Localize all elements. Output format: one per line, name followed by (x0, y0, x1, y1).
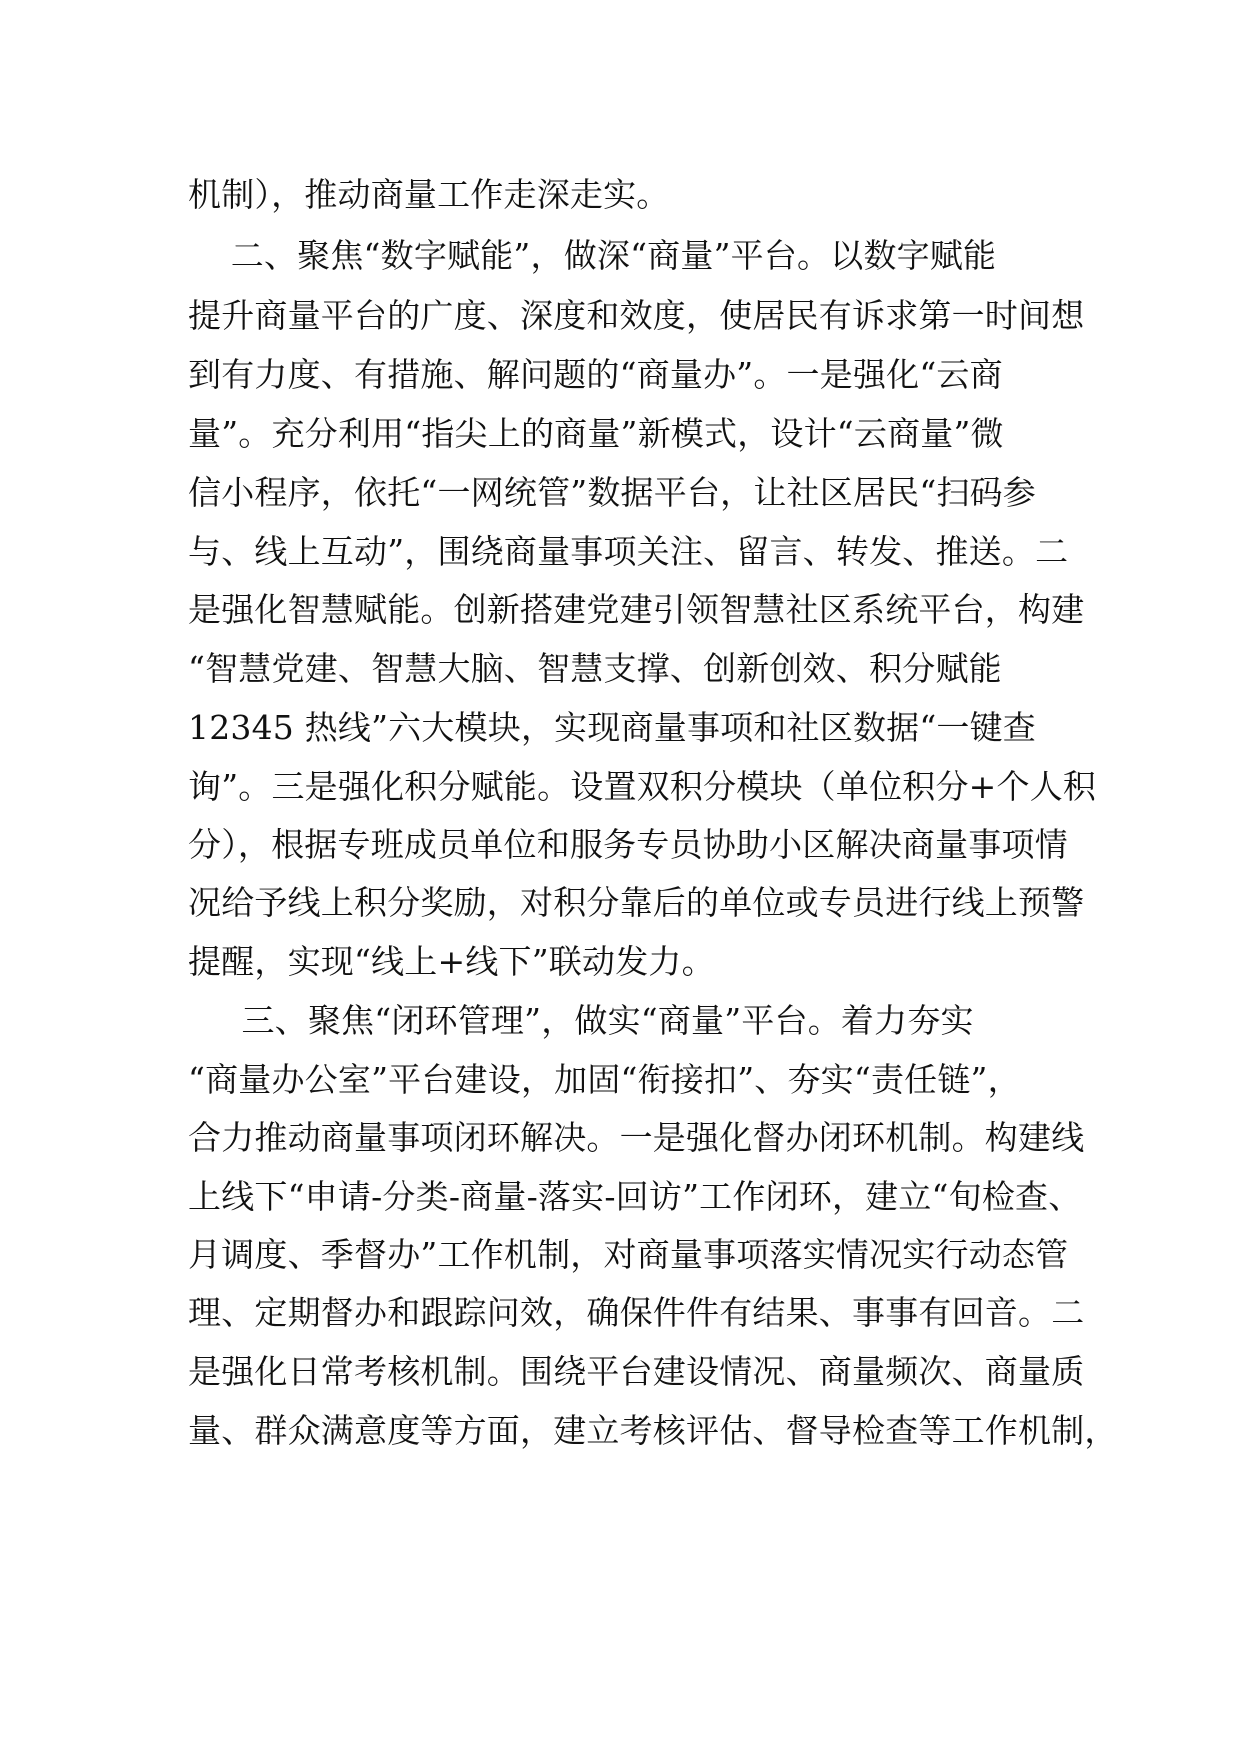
text-line: “智慧党建、智慧大脑、智慧支撑、创新创效、积分赋能 (188, 649, 1002, 688)
text-line: 合力推动商量事项闭环解决。一是强化督办闭环机制。构建线 (188, 1118, 1085, 1157)
text-line: 是强化日常考核机制。围绕平台建设情况、商量频次、商量质 (188, 1352, 1085, 1391)
text-line: 提醒，实现“线上+线下”联动发力。 (188, 942, 715, 981)
text-line: 是强化智慧赋能。创新搭建党建引领智慧社区系统平台，构建 (188, 590, 1085, 629)
text-line: 询”。三是强化积分赋能。设置双积分模块（单位积分+个人积 (188, 767, 1097, 806)
text-line: 况给予线上积分奖励，对积分靠后的单位或专员进行线上预警 (188, 883, 1085, 922)
text-line: 量、群众满意度等方面，建立考核评估、督导检查等工作机制， (188, 1411, 1118, 1450)
text-line: 理、定期督办和跟踪问效，确保件件有结果、事事有回音。二 (188, 1293, 1085, 1332)
text-line: “商量办公室”平台建设，加固“衔接扣”、夯实“责任链”， (188, 1060, 1021, 1099)
text-line: 到有力度、有措施、解问题的“商量办”。一是强化“云商 (188, 355, 1003, 394)
text-line: 上线下“申请-分类-商量-落实-回访”工作闭环，建立“旬检查、 (188, 1177, 1082, 1216)
paragraph-heading-line: 三、聚焦“闭环管理”，做实“商量”平台。着力夯实 (188, 1001, 974, 1040)
text-line: 12345 热线”六大模块，实现商量事项和社区数据“一键查 (188, 708, 1037, 747)
paragraph-heading-line: 二、聚焦“数字赋能”，做深“商量”平台。以数字赋能 (188, 236, 997, 275)
text-line: 与、线上互动”，围绕商量事项关注、留言、转发、推送。二 (188, 532, 1069, 571)
text-line: 分），根据专班成员单位和服务专员协助小区解决商量事项情 (188, 825, 1068, 864)
text-line: 信小程序，依托“一网统管”数据平台，让社区居民“扫码参 (188, 473, 1037, 512)
text-line: 量”。充分利用“指尖上的商量”新模式，设计“云商量”微 (188, 414, 1004, 453)
text-line: 机制），推动商量工作走深走实。 (188, 175, 670, 214)
text-line: 月调度、季督办”工作机制，对商量事项落实情况实行动态管 (188, 1235, 1069, 1274)
text-line: 提升商量平台的广度、深度和效度，使居民有诉求第一时间想 (188, 296, 1085, 335)
